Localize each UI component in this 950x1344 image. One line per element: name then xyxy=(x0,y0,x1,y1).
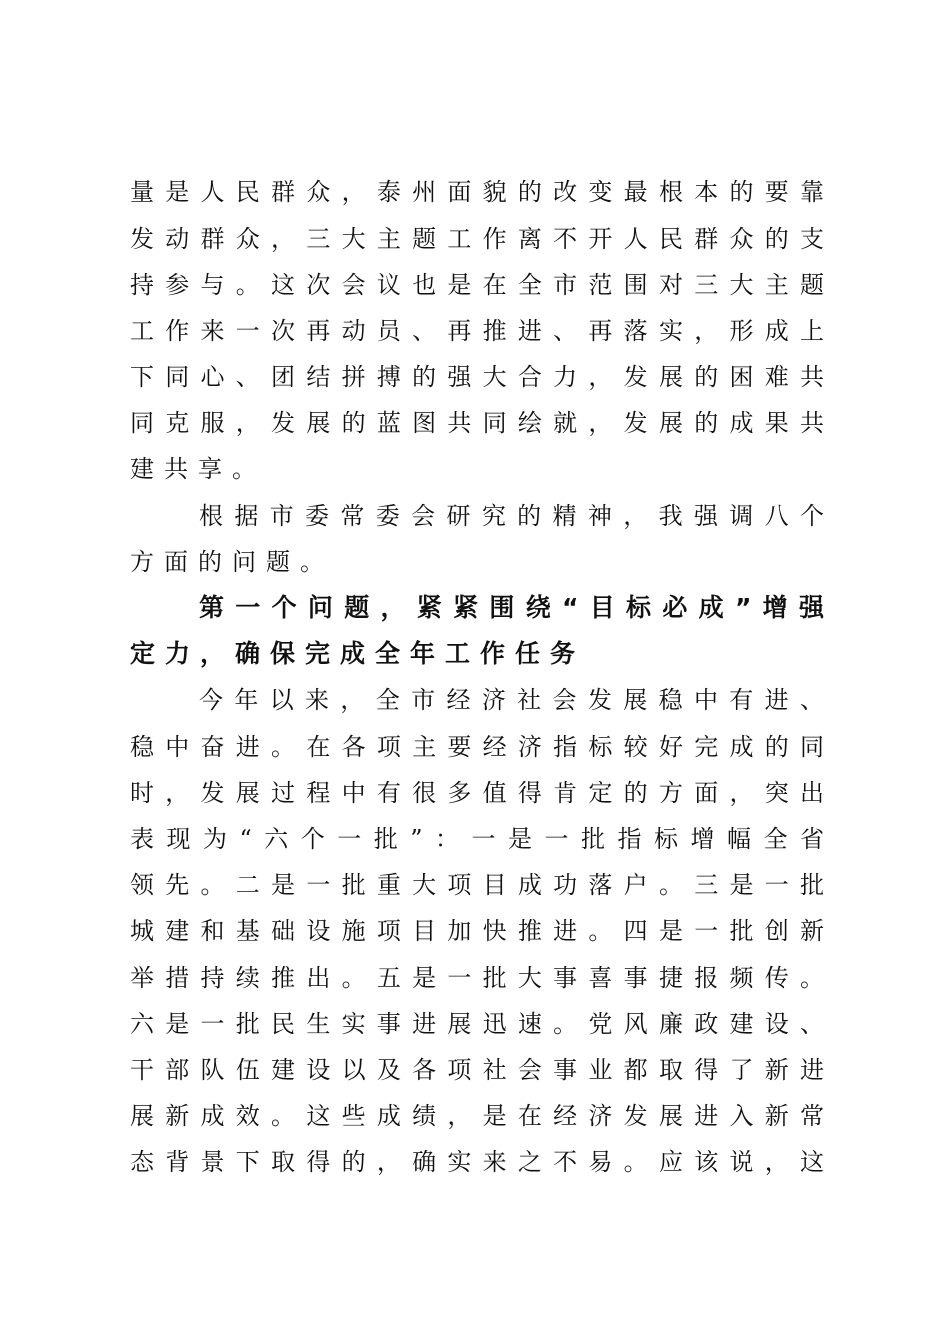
body-text-line: 同克服，发展的蓝图共同绘就，发展的成果共 xyxy=(130,409,824,437)
section-heading-line: 第一个问题，紧紧围绕“目标必成”增强 xyxy=(199,593,824,622)
body-text-line: 城建和基础设施项目加快推进。四是一批创新 xyxy=(130,917,824,945)
body-text-line: 举措持续推出。五是一批大事喜事捷报频传。 xyxy=(130,964,824,992)
body-text-line: 表现为“六个一批”：一是一批指标增幅全省 xyxy=(130,825,824,853)
body-text-line: 持参与。这次会议也是在全市范围对三大主题 xyxy=(130,271,824,299)
body-text-line: 时，发展过程中有很多值得肯定的方面，突出 xyxy=(130,779,824,807)
body-text-line: 发动群众，三大主题工作离不开人民群众的支 xyxy=(130,225,824,253)
body-text-line: 干部队伍建设以及各项社会事业都取得了新进 xyxy=(130,1056,824,1084)
body-text-line: 稳中奋进。在各项主要经济指标较好完成的同 xyxy=(130,733,824,761)
body-text-line: 建共享。 xyxy=(130,455,266,483)
body-text-line: 工作来一次再动员、再推进、再落实，形成上 xyxy=(130,317,824,345)
body-text-line: 态背景下取得的，确实来之不易。应该说，这 xyxy=(130,1148,824,1176)
body-text-line: 领先。二是一批重大项目成功落户。三是一批 xyxy=(130,871,824,899)
body-text-line: 今年以来，全市经济社会发展稳中有进、 xyxy=(199,686,824,714)
body-text-line: 下同心、团结拼搏的强大合力，发展的困难共 xyxy=(130,363,824,391)
body-text-line: 六是一批民生实事进展迅速。党风廉政建设、 xyxy=(130,1010,824,1038)
body-text-line: 根据市委常委会研究的精神，我强调八个 xyxy=(199,502,824,530)
section-heading-line: 定力，确保完成全年工作任务 xyxy=(130,639,586,668)
body-text-line: 方面的问题。 xyxy=(130,548,334,576)
body-text-line: 展新成效。这些成绩，是在经济发展进入新常 xyxy=(130,1102,824,1130)
body-text-line: 量是人民群众，泰州面貌的改变最根本的要靠 xyxy=(130,178,824,206)
